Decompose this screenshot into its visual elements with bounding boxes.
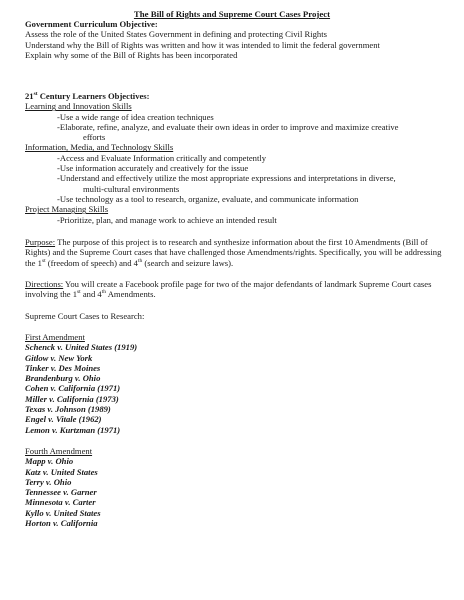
gov-objective-line: Assess the role of the United States Government in defining and protecting Civil Rights — [25, 29, 327, 40]
case-item: Cohen v. California (1971) — [25, 383, 121, 394]
century-objectives-heading: 21st Century Learners Objectives: — [25, 91, 150, 101]
case-item: Texas v. Johnson (1989) — [25, 404, 111, 415]
learning-skills-title: Learning and Innovation Skills — [25, 101, 132, 112]
skill-item: -Prioritize, plan, and manage work to achieve an intended result — [57, 214, 277, 225]
case-item: Minnesota v. Carter — [25, 497, 96, 508]
case-item: Lemon v. Kurtzman (1971) — [25, 424, 121, 435]
skill-item: -Use a wide range of idea creation techniques — [57, 111, 214, 122]
first-amendment-section — [25, 332, 445, 435]
case-item: Engel v. Vitale (1962) — [25, 414, 102, 425]
skill-item: -Use information accurately and creatively for the issue — [57, 163, 249, 174]
case-item: Brandenburg v. Ohio — [25, 373, 101, 384]
purpose-section — [25, 237, 445, 268]
fourth-amendment-section — [25, 446, 445, 528]
purpose-label: Purpose: — [25, 237, 56, 247]
skill-item: -Understand and effectively utilize the most appropriate expressions and interpretations in diverse, — [57, 173, 396, 184]
century-objectives-section — [25, 91, 445, 225]
case-item: Miller v. California (1973) — [25, 393, 119, 404]
gov-objective-line: Understand why the Bill of Rights was written and how it was intended to limit the federal government — [25, 39, 380, 50]
info-media-skills-title: Information, Media, and Technology Skills — [25, 142, 174, 153]
directions-paragraph: Directions: You will create a Facebook profile page for two of the major defendants of landmark Supreme Court cases involving the 1st and 4th Amendments. — [25, 279, 432, 300]
gov-objective-line: Explain why some of the Bill of Rights has been incorporated — [25, 49, 238, 60]
directions-section — [25, 279, 445, 300]
fourth-amendment-heading: Fourth Amendment — [25, 446, 93, 456]
case-item: Schenck v. United States (1919) — [25, 342, 138, 353]
gov-objective-section — [25, 19, 445, 60]
case-item: Horton v. California — [25, 518, 98, 529]
skill-item: -Access and Evaluate Information critically and competently — [57, 152, 267, 163]
case-item: Kyllo v. United States — [25, 507, 101, 518]
skill-item: multi-cultural environments — [83, 183, 180, 194]
directions-label: Directions: — [25, 279, 64, 289]
case-item: Mapp v. Ohio — [25, 456, 74, 467]
case-item: Terry v. Ohio — [25, 476, 72, 487]
case-item: Katz v. United States — [25, 466, 98, 477]
first-amendment-heading: First Amendment — [25, 332, 85, 342]
case-item: Tennessee v. Garner — [25, 487, 97, 498]
case-item: Tinker v. Des Moines — [25, 362, 101, 373]
skill-item: -Use technology as a tool to research, organize, evaluate, and communicate information — [57, 193, 359, 204]
project-managing-skills-title: Project Managing Skills — [25, 204, 109, 215]
case-item: Gitlow v. New York — [25, 352, 93, 363]
gov-objective-heading: Government Curriculum Objective: — [25, 19, 158, 29]
cases-intro: Supreme Court Cases to Research: — [25, 311, 145, 321]
document-title: The Bill of Rights and Supreme Court Cases Project — [133, 9, 331, 19]
skill-item: -Elaborate, refine, analyze, and evaluate their own ideas in order to improve and maximize creative — [57, 121, 399, 132]
purpose-paragraph: Purpose: The purpose of this project is to research and synthesize information about the first 10 Amendments (Bill of Rights) and the Supreme Court cases that have challenged those Amendments/rights. Specifically, you will be addressing the 1st (freedom of speech) and 4th (search and seizure laws). — [25, 237, 442, 268]
skill-item: efforts — [83, 132, 106, 143]
